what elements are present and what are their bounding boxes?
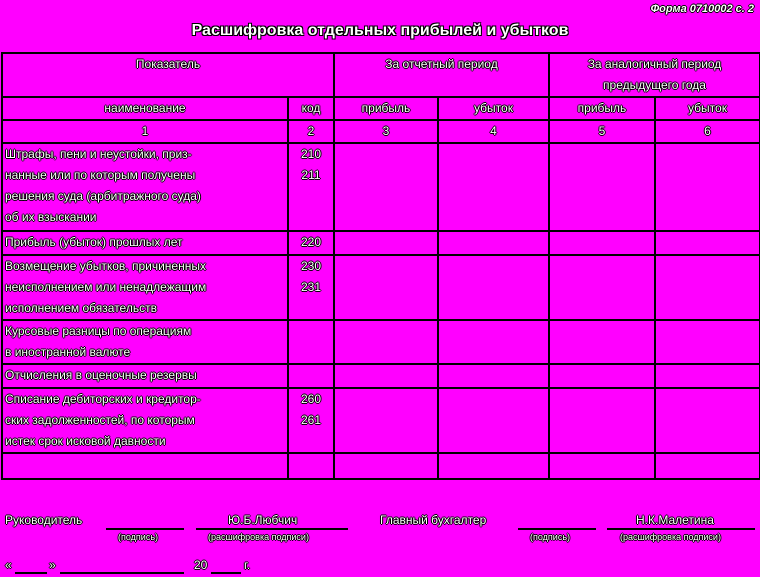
cell-profit-current[interactable] — [334, 388, 438, 453]
table-row — [2, 388, 760, 453]
column-number: 5 — [549, 120, 655, 143]
header-indicator: Показатель — [2, 53, 334, 97]
header-current-period: За отчетный период — [334, 53, 549, 97]
profits-losses-table — [1, 52, 760, 480]
date-close-quote: » — [49, 558, 56, 572]
row-name: Штрафы, пени и неустойки, приз- нанные или по которым получены решения суда (арбитражного суда) об их взыскании — [2, 143, 288, 231]
date-open-quote: « — [5, 558, 12, 572]
cell-loss-previous[interactable] — [655, 364, 760, 388]
row-code — [288, 453, 334, 479]
head-label: Руководитель — [5, 513, 83, 527]
header-previous-period-line1: За аналогичный период — [587, 57, 722, 71]
cell-profit-current[interactable] — [334, 320, 438, 364]
cell-loss-current[interactable] — [438, 255, 549, 320]
page-title: Расшифровка отдельных прибылей и убытков — [191, 22, 569, 39]
header-previous-period-line2: предыдущего года — [603, 78, 706, 92]
column-number: 6 — [655, 120, 760, 143]
header-loss-current: убыток — [438, 97, 549, 120]
date-year-line[interactable] — [211, 572, 241, 574]
table-row — [2, 320, 760, 364]
cell-loss-current[interactable] — [438, 364, 549, 388]
column-number: 3 — [334, 120, 438, 143]
cell-profit-previous[interactable] — [549, 231, 655, 255]
row-name: Курсовые разницы по операциям в иностранной валюте — [2, 320, 288, 364]
table-row — [2, 453, 760, 479]
header-code: код — [288, 97, 334, 120]
cell-loss-current[interactable] — [438, 320, 549, 364]
table-row — [2, 143, 760, 231]
cell-profit-current[interactable] — [334, 143, 438, 231]
row-code — [288, 320, 334, 364]
date-day-line[interactable] — [15, 572, 47, 574]
cell-profit-previous[interactable] — [549, 388, 655, 453]
cell-loss-previous[interactable] — [655, 388, 760, 453]
cell-profit-previous[interactable] — [549, 143, 655, 231]
cell-loss-current[interactable] — [438, 388, 549, 453]
row-name — [2, 453, 288, 479]
head-signature-line[interactable] — [106, 528, 184, 530]
header-loss-previous: убыток — [655, 97, 760, 120]
row-code: 230 231 — [288, 255, 334, 320]
table-row — [2, 364, 760, 388]
header-previous-period — [549, 53, 760, 97]
cell-loss-previous[interactable] — [655, 231, 760, 255]
date-month-line[interactable] — [60, 572, 184, 574]
form-code: Форма 0710002 с. 2 — [650, 3, 754, 15]
cell-profit-current[interactable] — [334, 231, 438, 255]
header-profit-current: прибыль — [334, 97, 438, 120]
table-row — [2, 255, 760, 320]
head-name-line — [196, 528, 348, 530]
cell-loss-current[interactable] — [438, 453, 549, 479]
cell-profit-current[interactable] — [334, 453, 438, 479]
decode-hint: (расшифровка подписи) — [208, 532, 309, 542]
accountant-name-line — [607, 528, 755, 530]
cell-profit-current[interactable] — [334, 255, 438, 320]
column-number: 2 — [288, 120, 334, 143]
year-suffix: г. — [244, 558, 251, 572]
column-number: 1 — [2, 120, 288, 143]
decode-hint: (расшифровка подписи) — [620, 532, 721, 542]
head-name: Ю.Б.Любчич — [228, 513, 298, 527]
cell-loss-previous[interactable] — [655, 143, 760, 231]
header-name: наименование — [2, 97, 288, 120]
chief-accountant-name: Н.К.Малетина — [636, 513, 714, 527]
cell-loss-previous[interactable] — [655, 320, 760, 364]
cell-profit-previous[interactable] — [549, 453, 655, 479]
column-number: 4 — [438, 120, 549, 143]
row-name: Возмещение убытков, причиненных неисполнением или ненадлежащим исполнением обязательств — [2, 255, 288, 320]
cell-loss-previous[interactable] — [655, 453, 760, 479]
cell-profit-previous[interactable] — [549, 320, 655, 364]
row-name: Отчисления в оценочные резервы — [2, 364, 288, 388]
cell-profit-current[interactable] — [334, 364, 438, 388]
row-code: 220 — [288, 231, 334, 255]
cell-loss-previous[interactable] — [655, 255, 760, 320]
signature-hint: (подпись) — [530, 532, 571, 542]
row-code: 260 261 — [288, 388, 334, 453]
row-code — [288, 364, 334, 388]
cell-profit-previous[interactable] — [549, 364, 655, 388]
signature-hint: (подпись) — [118, 532, 159, 542]
year-prefix: 20 — [194, 558, 208, 572]
accountant-signature-line[interactable] — [518, 528, 596, 530]
table-row — [2, 231, 760, 255]
chief-accountant-label: Главный бухгалтер — [380, 513, 487, 527]
row-name: Прибыль (убыток) прошлых лет — [2, 231, 288, 255]
cell-profit-previous[interactable] — [549, 255, 655, 320]
cell-loss-current[interactable] — [438, 231, 549, 255]
header-profit-previous: прибыль — [549, 97, 655, 120]
row-code: 210 211 — [288, 143, 334, 231]
cell-loss-current[interactable] — [438, 143, 549, 231]
row-name: Списание дебиторских и кредитор- ских задолженностей, по которым истек срок исковой давности — [2, 388, 288, 453]
